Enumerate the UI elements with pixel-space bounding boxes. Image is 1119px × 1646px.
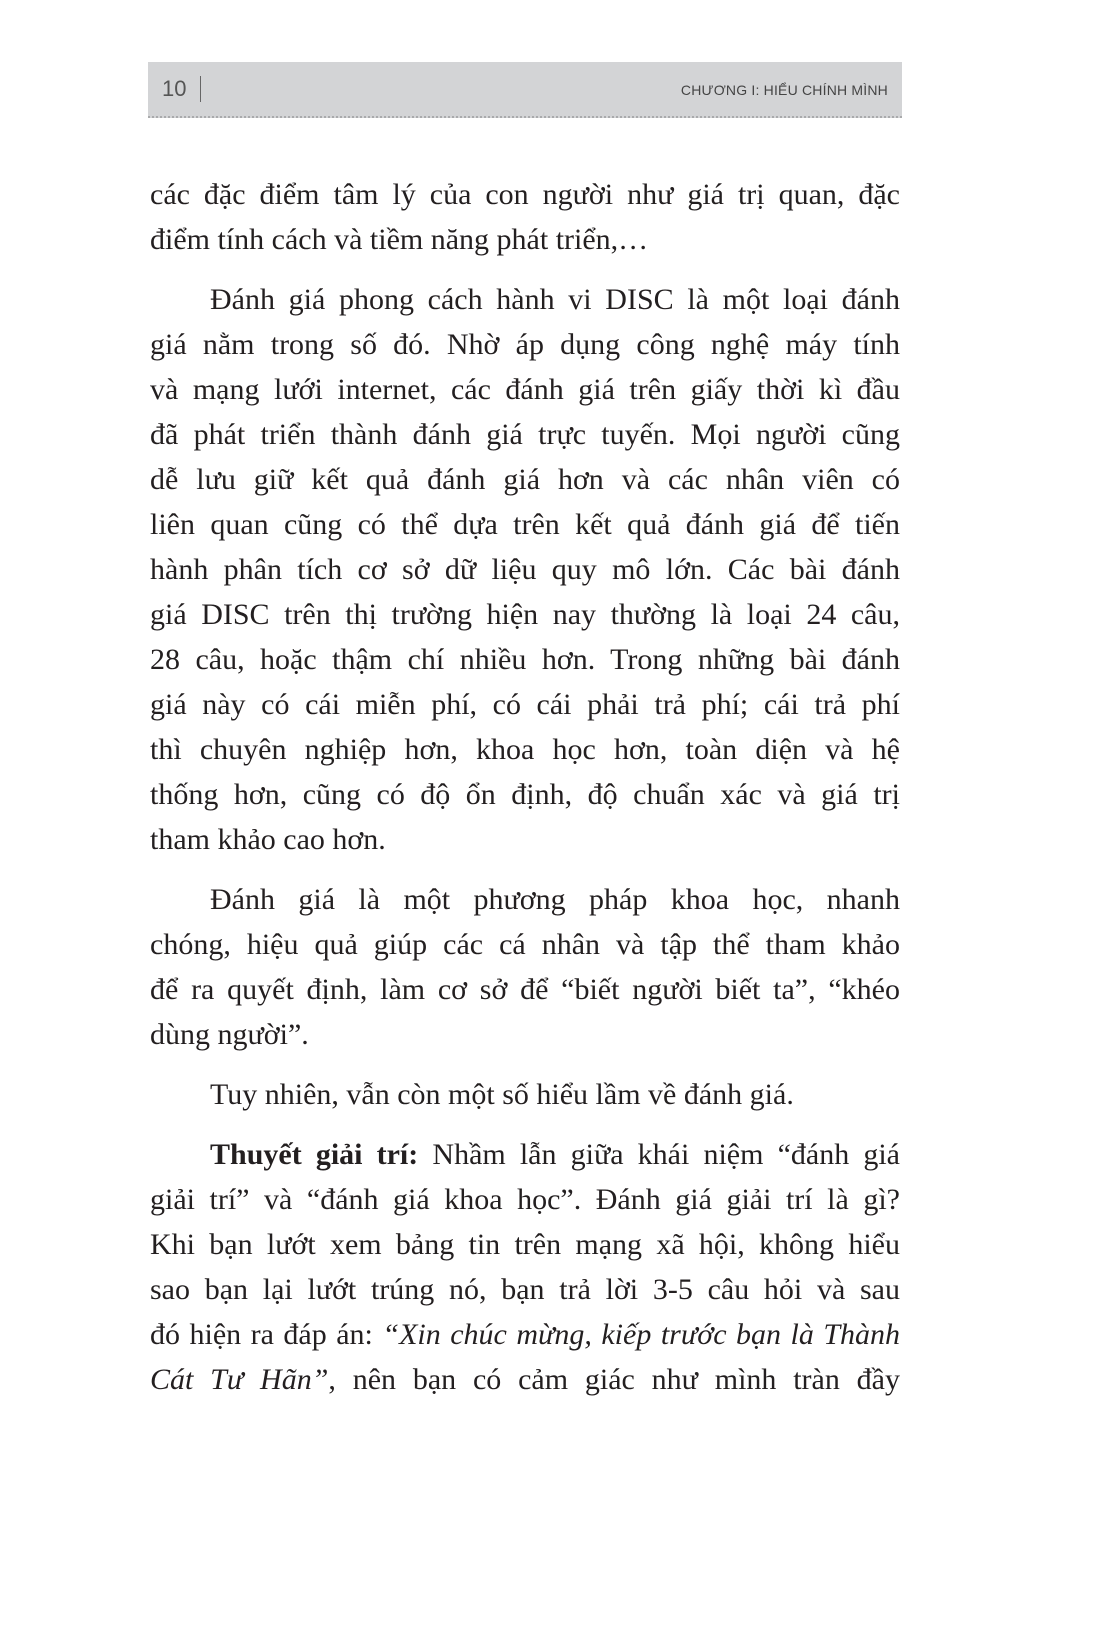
italic-quote: “Xin chúc mừng, kiếp trước bạn là Thành [382, 1318, 901, 1351]
paragraph [150, 172, 900, 262]
text-line: tham khảo cao hơn. [150, 823, 386, 856]
text-line: giá nằm trong số đó. Nhờ áp dụng công nghệ máy tính [150, 328, 900, 361]
text-line: các đặc điểm tâm lý của con người như giá trị quan, đặc [150, 178, 900, 211]
text-line: Khi bạn lướt xem bảng tin trên mạng xã hội, không hiểu [150, 1228, 900, 1261]
text-line [150, 1312, 900, 1357]
text-line: hành phân tích cơ sở dữ liệu quy mô lớn. Các bài đánh [150, 553, 900, 586]
text-line: giải trí” và “đánh giá khoa học”. Đánh giá giải trí là gì? [150, 1183, 900, 1216]
text-line: đã phát triển thành đánh giá trực tuyến. Mọi người cũng [150, 418, 900, 451]
text-run: đó hiện ra đáp án: [150, 1318, 383, 1351]
text-line: thống hơn, cũng có độ ổn định, độ chuẩn xác và giá trị [150, 778, 900, 811]
text-line: thì chuyên nghiệp hơn, khoa học hơn, toàn diện và hệ [150, 733, 900, 766]
paragraph [150, 877, 900, 1057]
text-line: Đánh giá phong cách hành vi DISC là một loại đánh [210, 283, 900, 316]
text-run: , nên bạn có cảm giác như mình tràn đầy [328, 1363, 900, 1396]
paragraph [150, 1132, 900, 1402]
text-line [150, 1132, 900, 1177]
text-line: giá DISC trên thị trường hiện nay thường là loại 24 câu, [150, 598, 900, 631]
text-line: dễ lưu giữ kết quả đánh giá hơn và các nhân viên có [150, 463, 900, 496]
bold-term: Thuyết giải trí: [210, 1138, 419, 1171]
header-divider [200, 76, 201, 102]
text-line: để ra quyết định, làm cơ sở để “biết người biết ta”, “khéo [150, 973, 900, 1006]
text-line: liên quan cũng có thể dựa trên kết quả đánh giá để tiến [150, 508, 900, 541]
text-line: giá này có cái miễn phí, có cái phải trả phí; cái trả phí [150, 688, 900, 721]
text-run: Nhầm lẫn giữa khái niệm “đánh giá [418, 1138, 900, 1171]
text-line [150, 1357, 900, 1402]
paragraph [150, 277, 900, 862]
text-line: Tuy nhiên, vẫn còn một số hiểu lầm về đánh giá. [210, 1078, 794, 1111]
body-text [150, 172, 900, 1417]
text-line: và mạng lưới internet, các đánh giá trên giấy thời kì đầu [150, 373, 900, 406]
chapter-title: CHƯƠNG I: HIỂU CHÍNH MÌNH [680, 82, 888, 98]
italic-quote: Cát Tư Hãn” [150, 1363, 329, 1396]
page-number: 10 [162, 76, 187, 101]
text-line: dùng người”. [150, 1018, 309, 1051]
text-line: chóng, hiệu quả giúp các cá nhân và tập thể tham khảo [150, 928, 900, 961]
text-line: điểm tính cách và tiềm năng phát triển,… [150, 223, 649, 256]
paragraph [150, 1072, 900, 1117]
running-header [148, 62, 902, 118]
text-line: Đánh giá là một phương pháp khoa học, nhanh [210, 883, 900, 916]
text-line: 28 câu, hoặc thậm chí nhiều hơn. Trong những bài đánh [150, 643, 900, 676]
text-line: sao bạn lại lướt trúng nó, bạn trả lời 3-5 câu hỏi và sau [150, 1273, 900, 1306]
